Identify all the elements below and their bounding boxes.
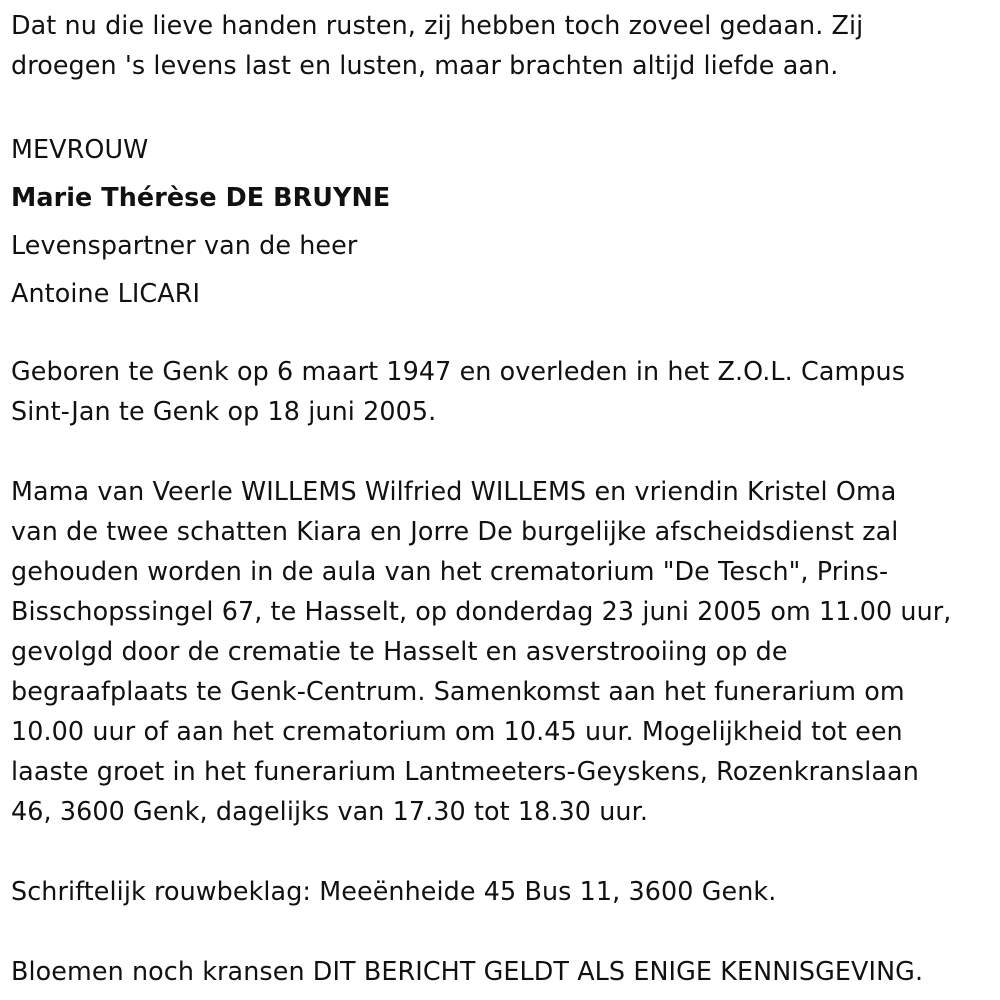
partner-name: Antoine LICARI: [11, 278, 201, 308]
honorific-title: MEVROUW: [11, 134, 149, 164]
family-service-line: 46, 3600 Genk, dagelijks van 17.30 tot 18.30 uur.: [11, 796, 648, 826]
flowers-line: Bloemen noch kransen DIT BERICHT GELDT ALS ENIGE KENNISGEVING.: [11, 956, 924, 986]
flowers-notice: [11, 951, 986, 991]
family-service-paragraph: [11, 471, 986, 831]
family-service-line: laaste groet in het funerarium Lantmeeters-Geyskens, Rozenkranslaan: [11, 756, 919, 786]
obituary-document: [11, 5, 986, 991]
deceased-name: Marie Thérèse DE BRUYNE: [11, 182, 391, 212]
relation-text: Levenspartner van de heer: [11, 230, 358, 260]
family-service-line: 10.00 uur of aan het crematorium om 10.45 uur. Mogelijkheid tot een: [11, 716, 903, 746]
poem-line: Dat nu die lieve handen rusten, zij hebben toch zoveel gedaan. Zij: [11, 10, 864, 40]
birth-death-paragraph: [11, 351, 986, 431]
condolence-address: [11, 871, 986, 911]
condolence-line: Schriftelijk rouwbeklag: Meeënheide 45 Bus 11, 3600 Genk.: [11, 876, 777, 906]
family-service-line: Bisschopssingel 67, te Hasselt, op donderdag 23 juni 2005 om 11.00 uur,: [11, 596, 952, 626]
family-service-line: gehouden worden in de aula van het crematorium "De Tesch", Prins-: [11, 556, 889, 586]
poem-paragraph: [11, 5, 986, 85]
family-service-line: Mama van Veerle WILLEMS Wilfried WILLEMS en vriendin Kristel Oma: [11, 476, 897, 506]
birth-death-line: Geboren te Genk op 6 maart 1947 en overleden in het Z.O.L. Campus: [11, 356, 906, 386]
family-service-line: van de twee schatten Kiara en Jorre De burgelijke afscheidsdienst zal: [11, 516, 899, 546]
birth-death-line: Sint-Jan te Genk op 18 juni 2005.: [11, 396, 437, 426]
family-service-line: gevolgd door de crematie te Hasselt en asverstrooiing op de: [11, 636, 788, 666]
family-service-line: begraafplaats te Genk-Centrum. Samenkomst aan het funerarium om: [11, 676, 905, 706]
poem-line: droegen 's levens last en lusten, maar brachten altijd liefde aan.: [11, 50, 839, 80]
